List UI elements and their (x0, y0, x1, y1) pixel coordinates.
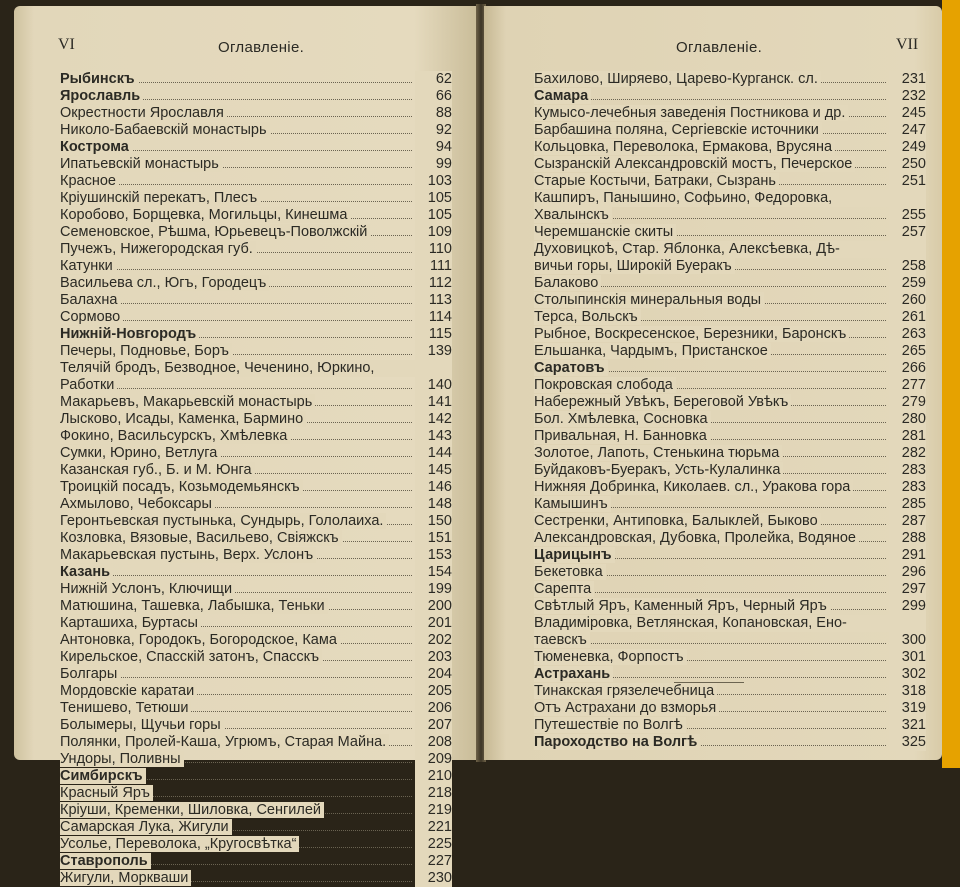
toc-entry (60, 615, 452, 632)
toc-entry-title: Свѣтлый Яръ, Каменный Яръ, Черный Яръ (534, 598, 830, 614)
toc-entry-page: 219 (415, 802, 452, 819)
toc-entry-title: Самара (534, 88, 591, 104)
toc-entry (534, 717, 926, 734)
toc-entry (60, 768, 452, 785)
toc-entry-title: Пучежъ, Нижегородская губ. (60, 241, 256, 257)
toc-entry (60, 462, 452, 479)
toc-entry (60, 836, 452, 853)
toc-entry (534, 122, 926, 139)
toc-entry (534, 394, 926, 411)
toc-entry (60, 173, 452, 190)
toc-entry (60, 819, 452, 836)
toc-entry-title: Троицкій посадъ, Козьмодемьянскъ (60, 479, 303, 495)
toc-entry-title: Кострома (60, 139, 132, 155)
toc-entry-title: Сумки, Юрино, Ветлуга (60, 445, 220, 461)
toc-entry-title: Столыпинскія минеральныя воды (534, 292, 764, 308)
toc-entry-page: 103 (415, 173, 452, 190)
toc-entry-page: 218 (415, 785, 452, 802)
toc-entry-title: Макарьевская пустынь, Верх. Услонъ (60, 547, 316, 563)
toc-entry (534, 496, 926, 513)
toc-entry-page: 199 (415, 581, 452, 598)
toc-entry-title: Болгары (60, 666, 120, 682)
toc-entry-title: Антоновка, Городокъ, Богородское, Кама (60, 632, 340, 648)
toc-entry (60, 360, 452, 394)
toc-entry (534, 190, 926, 224)
toc-entry-title: Отъ Астрахани до взморья (534, 700, 719, 716)
toc-entry-page: 285 (889, 496, 926, 513)
toc-entry-title: Буйдаковъ-Буеракъ, Усть-Кулалинка (534, 462, 783, 478)
toc-entry-title: Нижній-Новгородъ (60, 326, 199, 342)
toc-entry-title: Мордовскіе каратаи (60, 683, 197, 699)
toc-entry (60, 683, 452, 700)
toc-entry-title: Старые Костычи, Батраки, Сызрань (534, 173, 779, 189)
toc-entry-page: 205 (415, 683, 452, 700)
toc-entry-title: Балахна (60, 292, 120, 308)
toc-entry (60, 751, 452, 768)
toc-entry-title: Жигули, Моркваши (60, 870, 191, 886)
toc-entry (60, 598, 452, 615)
toc-entry-page: 209 (415, 751, 452, 768)
toc-entry-title: Астрахань (534, 666, 613, 682)
toc-entry-page: 325 (889, 734, 926, 751)
toc-entry (534, 734, 926, 751)
toc-entry-title: Бол. Хмѣлевка, Сосновка (534, 411, 711, 427)
toc-entry (60, 139, 452, 156)
toc-entry (60, 275, 452, 292)
toc-entry-page: 202 (415, 632, 452, 649)
toc-entry-page: 250 (889, 156, 926, 173)
toc-entry (60, 496, 452, 513)
toc-entry-page: 225 (415, 836, 452, 853)
toc-entry-title: Казань (60, 564, 113, 580)
toc-entry-page: 283 (889, 479, 926, 496)
toc-entry (60, 513, 452, 530)
toc-entry-page: 99 (415, 156, 452, 173)
toc-entry-title: Макарьевъ, Макарьевскій монастырь (60, 394, 315, 410)
toc-entry-title: Рыбное, Воскресенское, Березники, Баронскъ (534, 326, 849, 342)
toc-entry-title: Золотое, Лапоть, Стенькина тюрьма (534, 445, 782, 461)
toc-entry (534, 343, 926, 360)
toc-entry-title: Ундоры, Поливны (60, 751, 184, 767)
toc-entry-page: 143 (415, 428, 452, 445)
toc-entry-page: 154 (415, 564, 452, 581)
toc-entry (60, 479, 452, 496)
toc-entry-page: 281 (889, 428, 926, 445)
toc-entry-page: 139 (415, 343, 452, 360)
toc-entry (534, 88, 926, 105)
toc-entry (534, 71, 926, 88)
toc-entry-title: Пароходство на Волгѣ (534, 734, 700, 750)
toc-entry-title: Черемшанскіе скиты (534, 224, 676, 240)
toc-entry-page: 62 (415, 71, 452, 88)
toc-entry-title: Набережный Увѣкъ, Береговой Увѣкъ (534, 394, 791, 410)
toc-entry-title: Карташиха, Буртасы (60, 615, 201, 631)
toc-entry-page: 259 (889, 275, 926, 292)
toc-entry-title: Кріушинскій перекатъ, Плесъ (60, 190, 260, 206)
toc-entry (534, 360, 926, 377)
toc-entry (60, 734, 452, 751)
toc-entry (60, 309, 452, 326)
toc-entry (60, 258, 452, 275)
toc-entry-page: 208 (415, 734, 452, 751)
toc-entry-title: Матюшина, Ташевка, Лабышка, Теньки (60, 598, 328, 614)
toc-entry-page: 261 (889, 309, 926, 326)
toc-entry-title: Николо-Бабаевскій монастырь (60, 122, 270, 138)
toc-entry-page: 265 (889, 343, 926, 360)
toc-entry-page: 66 (415, 88, 452, 105)
table-of-contents-left (60, 71, 452, 887)
toc-entry-page: 203 (415, 649, 452, 666)
running-head-left: Оглавленіе. (218, 39, 305, 56)
toc-entry (60, 853, 452, 870)
toc-entry-title: Самарская Лука, Жигули (60, 819, 232, 835)
toc-entry-page: 302 (889, 666, 926, 683)
toc-entry-continuation: таевскъ (534, 632, 590, 648)
toc-entry-title: Бекетовка (534, 564, 606, 580)
toc-entry (534, 224, 926, 241)
toc-entry-page: 112 (415, 275, 452, 292)
toc-entry (60, 71, 452, 88)
toc-entry-title: Казанская губ., Б. и М. Юнга (60, 462, 255, 478)
toc-entry-page: 280 (889, 411, 926, 428)
toc-entry-title: Ставрополь (60, 853, 151, 869)
right-page (484, 6, 942, 760)
toc-entry-page: 151 (415, 530, 452, 547)
toc-entry-page: 300 (889, 632, 926, 649)
toc-entry-page: 141 (415, 394, 452, 411)
toc-entry-title: Александровская, Дубовка, Пролейка, Водяное (534, 530, 859, 546)
toc-entry-page: 247 (889, 122, 926, 139)
toc-entry-page: 277 (889, 377, 926, 394)
toc-entry (534, 547, 926, 564)
toc-entry-page: 258 (889, 258, 926, 275)
toc-entry (534, 513, 926, 530)
toc-entry-page: 282 (889, 445, 926, 462)
toc-entry-title: Печеры, Подновье, Боръ (60, 343, 232, 359)
toc-entry-page: 318 (889, 683, 926, 700)
toc-entry (60, 88, 452, 105)
toc-entry (60, 156, 452, 173)
toc-entry-title: Ахмылово, Чебоксары (60, 496, 215, 512)
toc-entry-page: 144 (415, 445, 452, 462)
toc-entry-title: Владиміровка, Ветлянская, Копановская, Ено- (534, 615, 926, 632)
toc-entry-page: 232 (889, 88, 926, 105)
toc-entry-title: Полянки, Пролей-Каша, Угрюмъ, Старая Майна. (60, 734, 389, 750)
toc-entry-title: Ипатьевскій монастырь (60, 156, 222, 172)
toc-entry-page: 221 (415, 819, 452, 836)
toc-entry-page: 146 (415, 479, 452, 496)
toc-entry-title: Сызранскій Александровскій мостъ, Печерское (534, 156, 855, 172)
toc-entry (534, 156, 926, 173)
toc-entry-title: Красный Яръ (60, 785, 153, 801)
toc-entry-page: 287 (889, 513, 926, 530)
toc-entry (60, 445, 452, 462)
toc-entry-title: Кашпиръ, Панышино, Софьино, Федоровка, (534, 190, 926, 207)
toc-entry (60, 326, 452, 343)
toc-entry (534, 649, 926, 666)
toc-entry-title: Красное (60, 173, 119, 189)
toc-entry-title: Саратовъ (534, 360, 608, 376)
toc-entry (60, 105, 452, 122)
toc-entry-title: Путешествіе по Волгѣ (534, 717, 686, 733)
toc-entry-page: 153 (415, 547, 452, 564)
toc-entry (60, 530, 452, 547)
toc-entry-title: Семеновское, Рѣшма, Юрьевецъ-Поволжскій (60, 224, 370, 240)
toc-entry-continuation: Хвалынскъ (534, 207, 612, 223)
toc-entry (534, 377, 926, 394)
toc-entry (60, 785, 452, 802)
toc-entry-title: Духовицкоѣ, Стар. Яблонка, Алексѣевка, Дѣ- (534, 241, 926, 258)
toc-entry-page: 206 (415, 700, 452, 717)
toc-entry-page: 110 (415, 241, 452, 258)
toc-entry (60, 666, 452, 683)
toc-entry-title: Кріуши, Кременки, Шиловка, Сенгилей (60, 802, 324, 818)
toc-entry (534, 173, 926, 190)
toc-entry-page: 255 (889, 207, 926, 224)
toc-entry-page: 111 (415, 258, 452, 275)
toc-entry-page: 92 (415, 122, 452, 139)
toc-entry (534, 564, 926, 581)
toc-entry-page: 140 (415, 377, 452, 394)
page-number-left: VI (58, 36, 75, 53)
toc-entry-page: 245 (889, 105, 926, 122)
toc-entry (534, 462, 926, 479)
toc-entry-title: Тинакская грязелечебница (534, 683, 717, 699)
toc-entry-page: 249 (889, 139, 926, 156)
toc-entry (534, 275, 926, 292)
toc-entry (534, 411, 926, 428)
toc-entry-title: Сарепта (534, 581, 594, 597)
toc-entry (60, 241, 452, 258)
toc-entry-title: Кумысо-лечебныя заведенія Постникова и др. (534, 105, 848, 121)
toc-entry (60, 428, 452, 445)
toc-entry-page: 200 (415, 598, 452, 615)
toc-entry-title: Козловка, Вязовые, Васильево, Свіяжскъ (60, 530, 342, 546)
toc-entry-page: 263 (889, 326, 926, 343)
toc-entry (534, 479, 926, 496)
toc-entry-page: 145 (415, 462, 452, 479)
toc-entry-title: Сестренки, Антиповка, Балыклей, Быково (534, 513, 821, 529)
toc-entry-title: Кирельское, Спасскій затонъ, Спасскъ (60, 649, 322, 665)
toc-entry-title: Кольцовка, Переволока, Ермакова, Врусяна (534, 139, 835, 155)
page-edge-tab (942, 0, 960, 768)
toc-entry (60, 343, 452, 360)
toc-entry-title: Нижняя Добринка, Киколаев. сл., Уракова гора (534, 479, 853, 495)
toc-entry-title: Ельшанка, Чардымъ, Пристанское (534, 343, 771, 359)
toc-entry-title: Бахилово, Ширяево, Царево-Курганск. сл. (534, 71, 821, 87)
toc-entry (60, 292, 452, 309)
left-page (14, 6, 478, 886)
toc-entry-title: Сормово (60, 309, 123, 325)
toc-entry-page: 201 (415, 615, 452, 632)
toc-entry (60, 581, 452, 598)
toc-entry-title: Фокино, Васильсурскъ, Хмѣлевка (60, 428, 290, 444)
toc-entry (60, 207, 452, 224)
toc-entry-page: 299 (889, 598, 926, 615)
toc-entry-page: 105 (415, 207, 452, 224)
toc-entry-page: 301 (889, 649, 926, 666)
toc-entry-page: 113 (415, 292, 452, 309)
toc-entry-page: 142 (415, 411, 452, 428)
toc-entry-page: 296 (889, 564, 926, 581)
toc-entry-title: Камышинъ (534, 496, 611, 512)
toc-entry-page: 319 (889, 700, 926, 717)
toc-entry-title: Рыбинскъ (60, 71, 138, 87)
toc-entry-page: 150 (415, 513, 452, 530)
toc-entry (60, 649, 452, 666)
toc-entry-title: Покровская слобода (534, 377, 676, 393)
toc-entry-title: Терса, Вольскъ (534, 309, 641, 325)
toc-entry-page: 288 (889, 530, 926, 547)
toc-entry-page: 260 (889, 292, 926, 309)
toc-entry (60, 717, 452, 734)
toc-entry (534, 683, 926, 700)
toc-entry-page: 251 (889, 173, 926, 190)
toc-entry-title: Тюменевка, Форпостъ (534, 649, 687, 665)
toc-entry-page: 283 (889, 462, 926, 479)
toc-entry-page: 114 (415, 309, 452, 326)
toc-entry-page: 231 (889, 71, 926, 88)
page-number-right: VII (896, 36, 919, 53)
toc-entry-continuation: Работки (60, 377, 117, 393)
table-of-contents-right (534, 71, 926, 751)
toc-entry-title: Телячій бродъ, Безводное, Чеченино, Юркино, (60, 360, 452, 377)
toc-entry-title: Лысково, Исады, Каменка, Бармино (60, 411, 306, 427)
toc-entry-title: Привальная, Н. Банновка (534, 428, 710, 444)
toc-entry (534, 309, 926, 326)
toc-entry (60, 122, 452, 139)
toc-entry (60, 547, 452, 564)
toc-entry-title: Тенишево, Тетюши (60, 700, 191, 716)
toc-entry (534, 666, 926, 683)
toc-entry (60, 411, 452, 428)
toc-entry (534, 326, 926, 343)
toc-entry-title: Царицынъ (534, 547, 615, 563)
toc-entry-page: 88 (415, 105, 452, 122)
toc-entry-page: 204 (415, 666, 452, 683)
toc-entry-title: Окрестности Ярославля (60, 105, 227, 121)
toc-entry-title: Балаково (534, 275, 601, 291)
toc-entry (60, 190, 452, 207)
toc-entry-title: Васильева сл., Югъ, Городецъ (60, 275, 269, 291)
toc-entry-page: 297 (889, 581, 926, 598)
toc-entry (534, 241, 926, 275)
toc-entry-title: Коробово, Борщевка, Могильцы, Кинешма (60, 207, 350, 223)
toc-entry-page: 148 (415, 496, 452, 513)
toc-entry-page: 266 (889, 360, 926, 377)
toc-entry-page: 230 (415, 870, 452, 887)
toc-entry (60, 224, 452, 241)
toc-entry (534, 105, 926, 122)
toc-entry (60, 632, 452, 649)
toc-entry (60, 564, 452, 581)
toc-entry-page: 257 (889, 224, 926, 241)
toc-entry (534, 581, 926, 598)
toc-entry-title: Барбашина поляна, Сергіевскіе источники (534, 122, 822, 138)
running-head-right: Оглавленіе. (676, 39, 763, 56)
toc-entry-continuation: вичьи горы, Широкій Буеракъ (534, 258, 735, 274)
toc-entry (534, 139, 926, 156)
toc-entry (534, 428, 926, 445)
toc-entry (60, 394, 452, 411)
toc-entry (60, 802, 452, 819)
toc-entry-page: 291 (889, 547, 926, 564)
toc-entry-title: Катунки (60, 258, 116, 274)
toc-entry-page: 115 (415, 326, 452, 343)
toc-entry (60, 700, 452, 717)
toc-entry (534, 598, 926, 615)
toc-entry-page: 227 (415, 853, 452, 870)
toc-entry (60, 870, 452, 887)
toc-entry-page: 279 (889, 394, 926, 411)
toc-entry-page: 109 (415, 224, 452, 241)
toc-entry (534, 292, 926, 309)
toc-entry-title: Симбирскъ (60, 768, 146, 784)
toc-entry-title: Геронтьевская пустынька, Сундырь, Гололаиха. (60, 513, 386, 529)
toc-entry (534, 445, 926, 462)
toc-entry (534, 615, 926, 649)
toc-entry (534, 530, 926, 547)
toc-entry-page: 105 (415, 190, 452, 207)
toc-entry-title: Ярославль (60, 88, 143, 104)
toc-entry-page: 321 (889, 717, 926, 734)
toc-entry-page: 210 (415, 768, 452, 785)
toc-entry (534, 700, 926, 717)
toc-entry-page: 207 (415, 717, 452, 734)
toc-entry-title: Усолье, Переволока, „Кругосвѣтка“ (60, 836, 299, 852)
toc-entry-page: 94 (415, 139, 452, 156)
toc-entry-title: Нижній Услонъ, Ключищи (60, 581, 235, 597)
toc-entry-title: Болымеры, Щучьи горы (60, 717, 224, 733)
